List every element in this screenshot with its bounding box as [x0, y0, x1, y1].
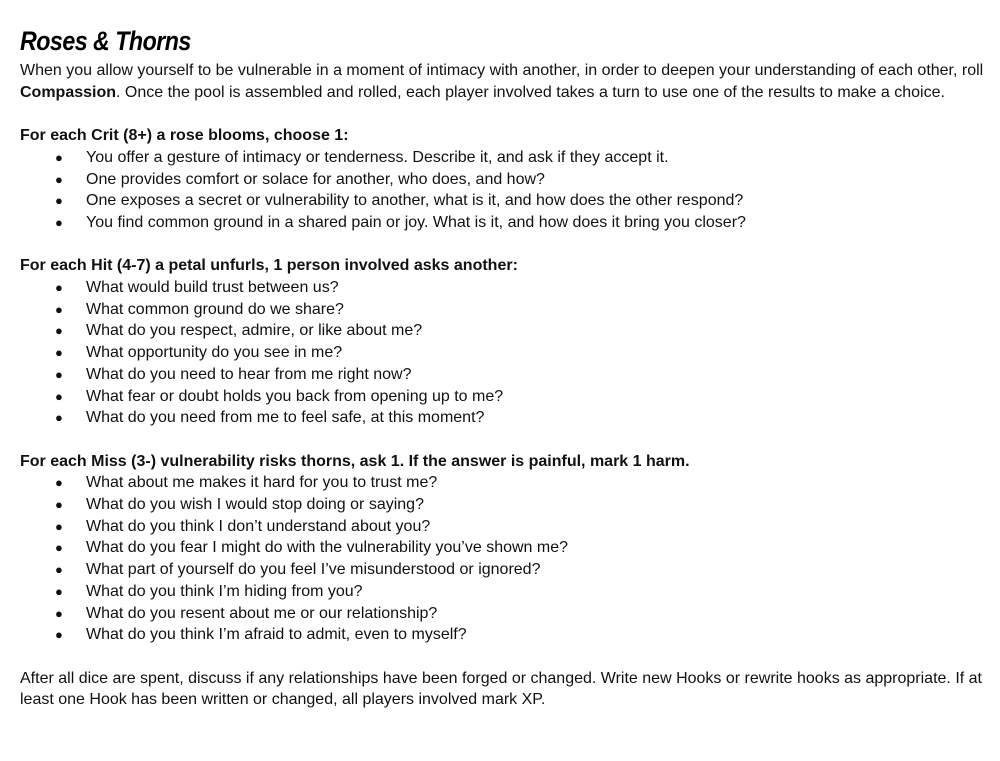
list-item-text: What part of yourself do you feel I’ve misunderstood or ignored? — [86, 561, 541, 579]
spacer — [20, 103, 985, 125]
bullet-icon: ● — [55, 301, 63, 317]
list-item-text: What do you think I’m afraid to admit, even to myself? — [86, 626, 467, 644]
spacer — [20, 646, 985, 668]
bullet-icon: ● — [55, 366, 63, 382]
list-item — [20, 299, 985, 321]
list-item — [20, 320, 985, 342]
bullet-icon: ● — [55, 475, 63, 491]
list-item-text: What common ground do we share? — [86, 300, 344, 318]
list-item-text: What do you resent about me or our relationship? — [86, 604, 438, 622]
list-item — [20, 147, 985, 169]
list-item-text: What do you need from me to feel safe, at this moment? — [86, 409, 485, 427]
crit-list — [20, 147, 985, 234]
spacer — [20, 234, 985, 256]
list-item-text: What opportunity do you see in me? — [86, 344, 343, 362]
crit-heading: For each Crit (8+) a rose blooms, choose 1: — [20, 127, 349, 145]
spacer — [20, 429, 985, 451]
intro-text-before: When you allow yourself to be vulnerable in a moment of intimacy with another, in order to deepen your understanding of each other, roll — [20, 62, 984, 79]
bullet-icon: ● — [55, 605, 63, 621]
list-item — [20, 581, 985, 603]
list-item-text: You find common ground in a shared pain or joy. What is it, and how does it bring you closer? — [86, 213, 746, 231]
list-item-text: What would build trust between us? — [86, 279, 339, 296]
list-item — [20, 169, 985, 191]
list-item-text: What about me makes it hard for you to trust me? — [86, 474, 438, 492]
list-item-text: What do you need to hear from me right now? — [86, 365, 412, 383]
list-item-text: What do you wish I would stop doing or saying? — [86, 496, 424, 514]
list-item-text: What fear or doubt holds you back from opening up to me? — [86, 387, 504, 405]
list-item-text: What do you fear I might do with the vulnerability you’ve shown me? — [86, 539, 569, 557]
closing-paragraph: After all dice are spent, discuss if any relationships have been forged or changed. Write new Hooks or rewrite hooks as appropriate. If at least one Hook has been written or changed, all players involved mark XP. — [20, 669, 982, 709]
intro-stat: Compassion — [20, 83, 117, 101]
list-item — [20, 212, 985, 234]
document-page — [20, 24, 985, 711]
list-item — [20, 364, 985, 386]
list-item — [20, 342, 985, 364]
intro-text-after: . Once the pool is assembled and rolled, each player involved takes a turn to use one of the results to make a choice. — [116, 83, 945, 101]
bullet-icon: ● — [55, 193, 63, 209]
hit-list — [20, 277, 985, 429]
list-item — [20, 516, 985, 538]
list-item — [20, 472, 985, 494]
list-item-text: One provides comfort or solace for another, who does, and how? — [86, 170, 545, 188]
page-title: Roses & Thorns — [20, 26, 191, 56]
bullet-icon: ● — [55, 627, 63, 643]
list-item-text: What do you think I don’t understand about you? — [86, 517, 431, 535]
list-item — [20, 407, 985, 429]
list-item — [20, 494, 985, 516]
bullet-icon: ● — [55, 149, 63, 165]
bullet-icon: ● — [55, 280, 63, 295]
bullet-icon: ● — [55, 323, 63, 339]
intro-paragraph — [20, 60, 985, 103]
list-item-text: What do you think I’m hiding from you? — [86, 582, 363, 600]
bullet-icon: ● — [55, 562, 63, 578]
list-item — [20, 603, 985, 625]
bullet-icon: ● — [55, 518, 63, 534]
list-item-text: One exposes a secret or vulnerability to another, what is it, and how does the other respond? — [86, 192, 744, 210]
list-item — [20, 190, 985, 212]
bullet-icon: ● — [55, 410, 63, 426]
bullet-icon: ● — [55, 171, 63, 187]
miss-heading: For each Miss (3-) vulnerability risks thorns, ask 1. If the answer is painful, mark 1 harm. — [20, 452, 690, 470]
list-item — [20, 559, 985, 581]
bullet-icon: ● — [55, 388, 63, 404]
miss-list — [20, 472, 985, 646]
list-item — [20, 386, 985, 408]
list-item — [20, 537, 985, 559]
bullet-icon: ● — [55, 583, 63, 599]
list-item-text: You offer a gesture of intimacy or tenderness. Describe it, and ask if they accept it. — [86, 148, 669, 166]
list-item-text: What do you respect, admire, or like about me? — [86, 322, 423, 340]
hit-heading: For each Hit (4-7) a petal unfurls, 1 person involved asks another: — [20, 257, 518, 275]
list-item — [20, 624, 985, 646]
bullet-icon: ● — [55, 540, 63, 556]
list-item — [20, 277, 985, 299]
bullet-icon: ● — [55, 345, 63, 361]
bullet-icon: ● — [55, 214, 63, 230]
bullet-icon: ● — [55, 497, 63, 513]
